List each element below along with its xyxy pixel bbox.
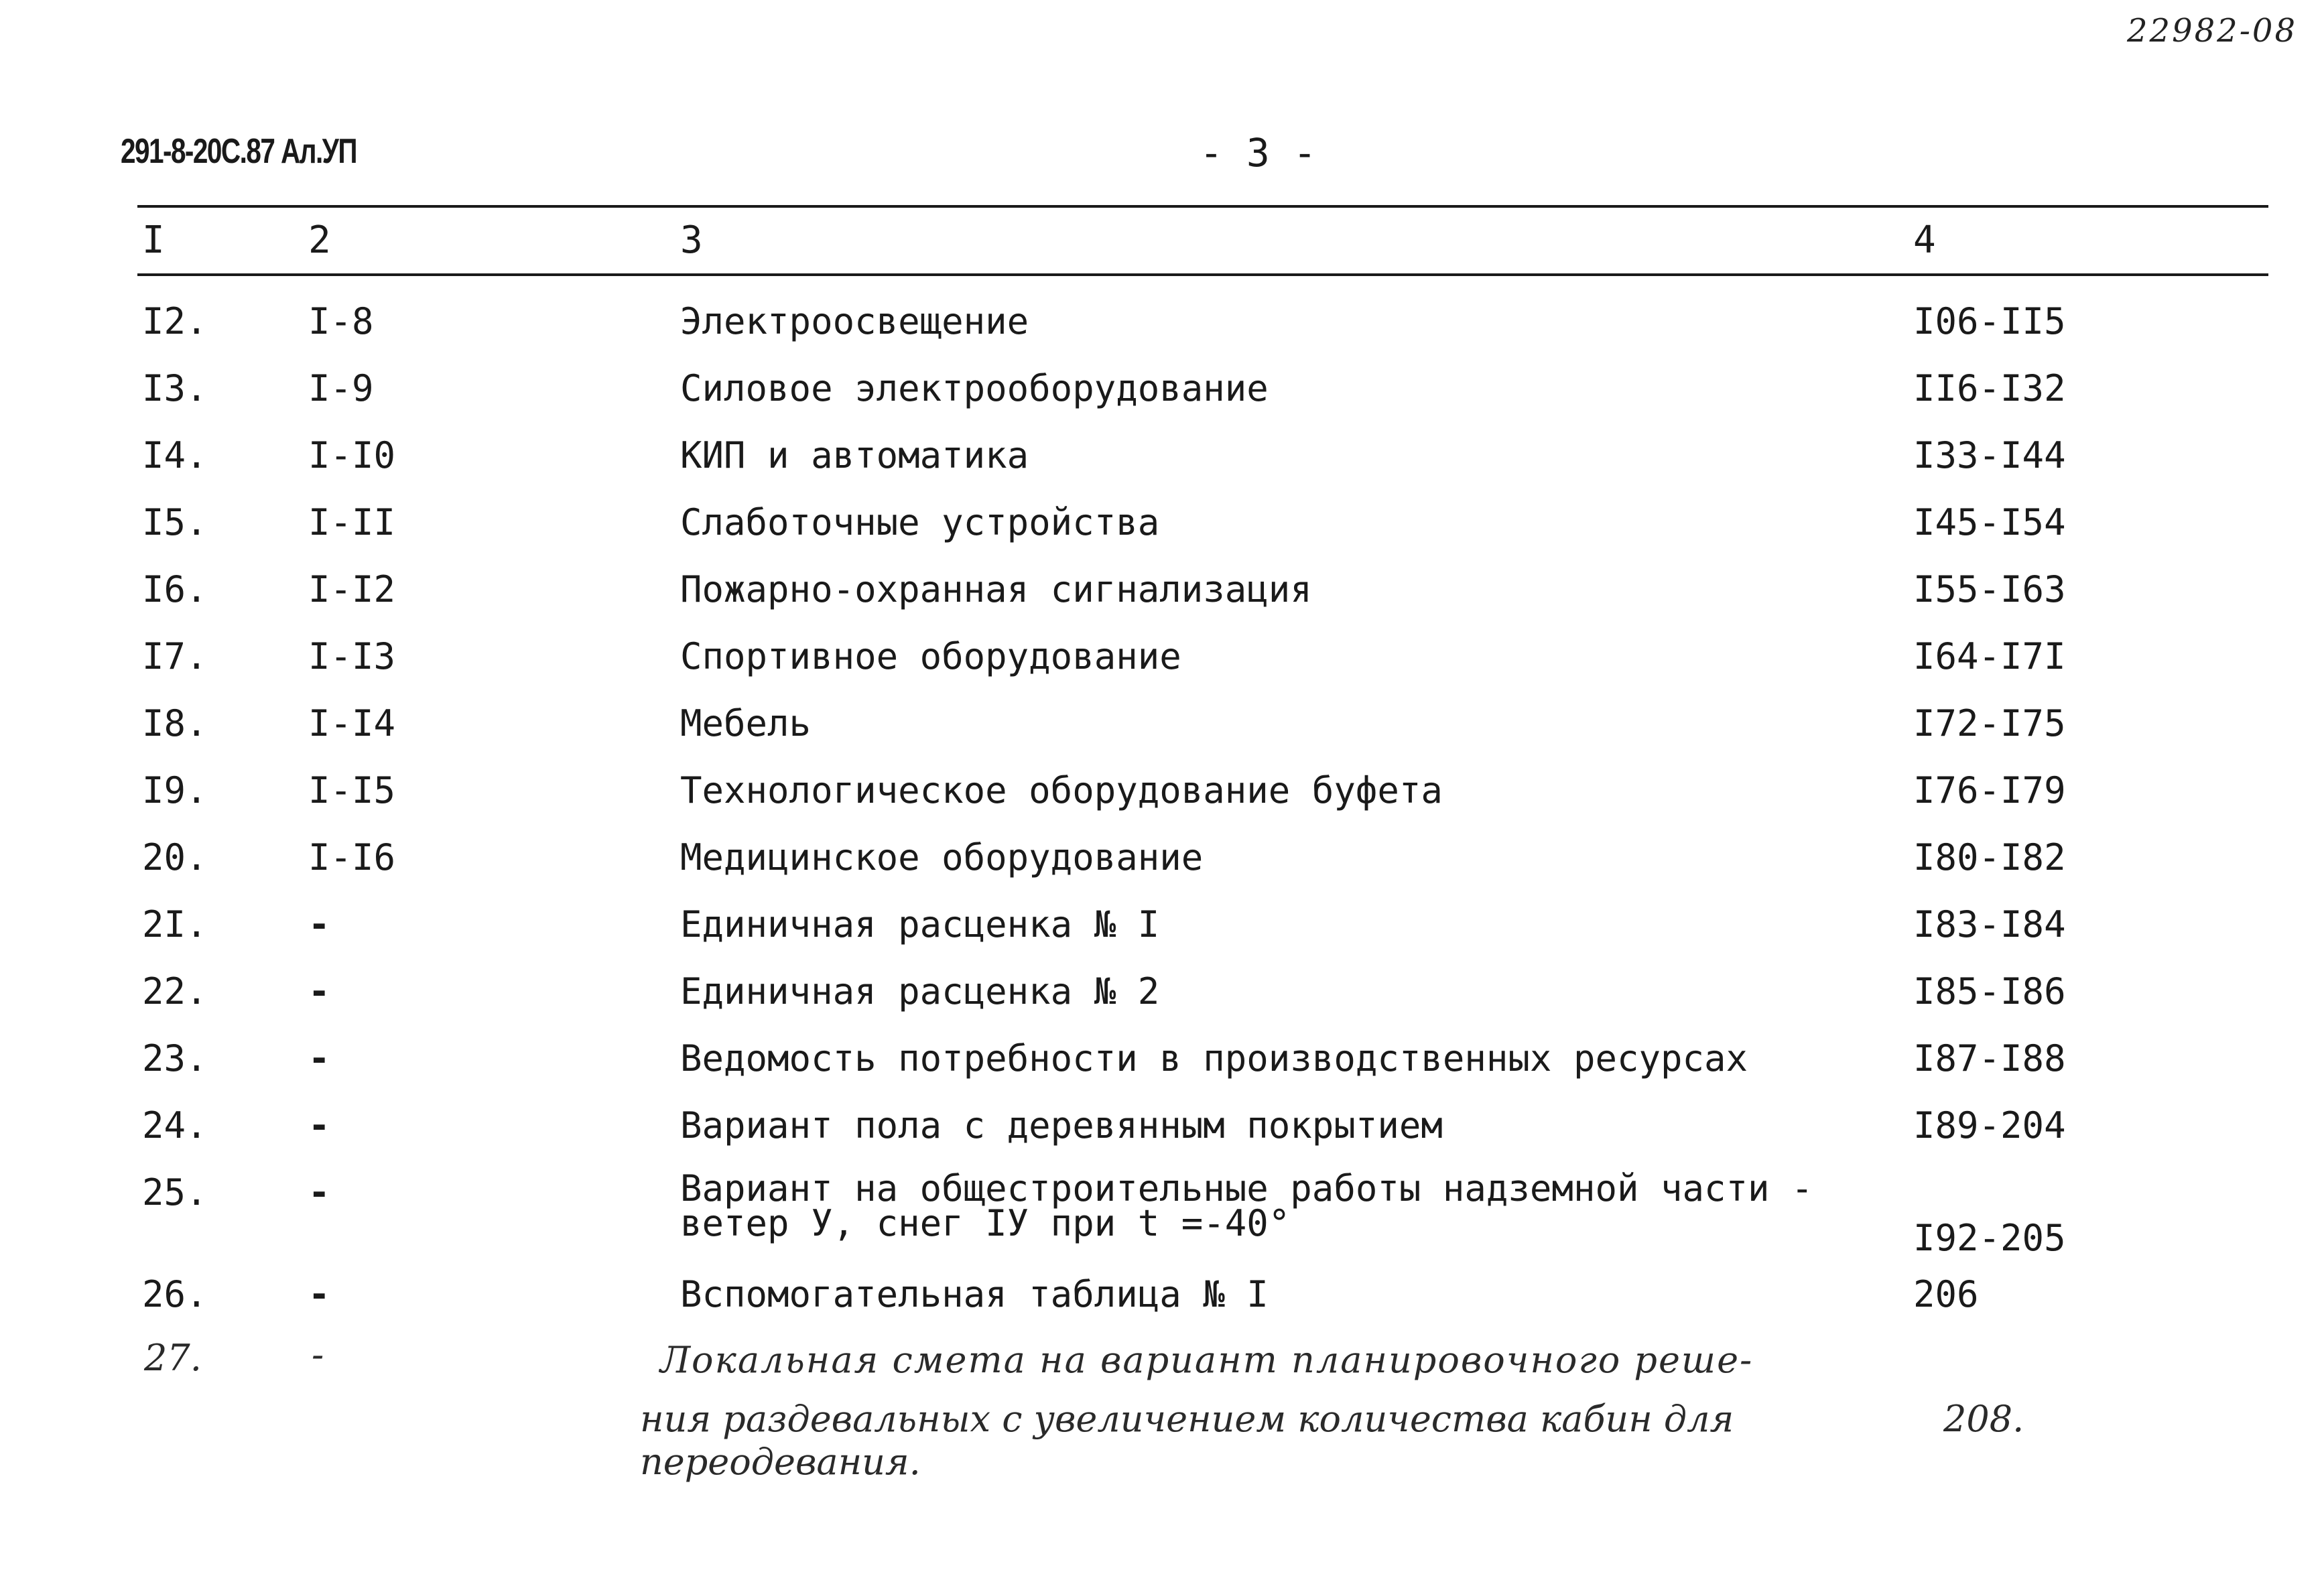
row-title: Ведомость потребности в производственных ресурсах xyxy=(680,1037,1748,1080)
table-row xyxy=(0,702,2324,763)
handwritten-code: - xyxy=(312,1333,324,1376)
table-row xyxy=(0,367,2324,428)
row-number: I5. xyxy=(142,501,208,543)
row-code: I-I6 xyxy=(308,836,396,878)
page-number: - 3 - xyxy=(1200,130,1317,176)
handwritten-line-1: Локальная смета на вариант планировочного реше- xyxy=(660,1339,1754,1381)
row-title: Вариант пола с деревянным покрытием xyxy=(680,1104,1443,1147)
table-row xyxy=(0,1273,2324,1333)
row-title: Спортивное оборудование xyxy=(680,635,1181,677)
row-title: КИП и автоматика xyxy=(680,434,1029,476)
table-row xyxy=(0,434,2324,495)
row-pages: I72-I75 xyxy=(1913,702,2066,744)
row-pages: I45-I54 xyxy=(1913,501,2066,543)
table-row xyxy=(0,769,2324,830)
row-pages: I85-I86 xyxy=(1913,970,2066,1012)
row-number: 20. xyxy=(142,836,208,878)
row-title: Слаботочные устройства xyxy=(680,501,1160,543)
row-pages: II6-I32 xyxy=(1913,367,2066,409)
row-pages: I92-205 xyxy=(1913,1217,2066,1259)
row-code: I-8 xyxy=(308,300,374,342)
row-number: 24. xyxy=(142,1104,208,1147)
row-title: Единичная расценка № I xyxy=(680,903,1160,945)
row-code: - xyxy=(308,970,330,1012)
row-pages: I83-I84 xyxy=(1913,903,2066,945)
row-pages: I06-II5 xyxy=(1913,300,2066,342)
table-row xyxy=(0,970,2324,1031)
row-number: 22. xyxy=(142,970,208,1012)
handwritten-pages: 208. xyxy=(1943,1398,2024,1440)
handwritten-number: 27. xyxy=(144,1337,202,1379)
row-number: 2I. xyxy=(142,903,208,945)
row-number: I8. xyxy=(142,702,208,744)
row-code: I-I3 xyxy=(308,635,396,677)
row-number: I9. xyxy=(142,769,208,811)
row-number: I4. xyxy=(142,434,208,476)
row-code: - xyxy=(308,903,330,945)
row-title: Единичная расценка № 2 xyxy=(680,970,1160,1012)
row-title: Медицинское оборудование xyxy=(680,836,1204,878)
row-number: 26. xyxy=(142,1273,208,1315)
row-code: - xyxy=(308,1037,330,1080)
table-row xyxy=(0,300,2324,361)
table-row xyxy=(0,903,2324,964)
archive-stamp: 22982-08 xyxy=(2127,12,2297,50)
column-header-3: 3 xyxy=(680,218,703,262)
column-header-1: I xyxy=(142,218,165,262)
row-title: Мебель xyxy=(680,702,812,744)
table-row xyxy=(0,568,2324,629)
row-code: I-I4 xyxy=(308,702,396,744)
row-code: I-9 xyxy=(308,367,374,409)
row-code: - xyxy=(308,1104,330,1147)
table-row xyxy=(0,1104,2324,1165)
table-row xyxy=(0,1037,2324,1098)
row-pages: I87-I88 xyxy=(1913,1037,2066,1080)
row-number: I6. xyxy=(142,568,208,610)
row-pages: I76-I79 xyxy=(1913,769,2066,811)
row-title: Технологическое оборудование буфета xyxy=(680,769,1443,811)
row-number: I2. xyxy=(142,300,208,342)
row-number: I7. xyxy=(142,635,208,677)
row-code: - xyxy=(308,1273,330,1315)
table-row xyxy=(0,836,2324,897)
row-pages: I55-I63 xyxy=(1913,568,2066,610)
table-row xyxy=(0,1167,2324,1272)
row-pages: 206 xyxy=(1913,1273,1979,1315)
row-pages: I89-204 xyxy=(1913,1104,2066,1147)
column-header-2: 2 xyxy=(308,218,331,262)
row-number: I3. xyxy=(142,367,208,409)
row-title: Вариант на общестроительные работы надземной части - ветер У, снег IУ при t =-40° xyxy=(680,1167,1813,1244)
table-top-rule xyxy=(137,205,2268,208)
row-code: I-I2 xyxy=(308,568,396,610)
row-title: Пожарно-охранная сигнализация xyxy=(680,568,1312,610)
column-header-4: 4 xyxy=(1913,218,1936,262)
handwritten-line-3: переодевания. xyxy=(640,1441,921,1483)
document-code: 291-8-20С.87 Ал.УП xyxy=(121,132,357,171)
handwritten-line-2: ния раздевальных с увеличением количества кабин для xyxy=(640,1398,1734,1440)
row-title: Электроосвещение xyxy=(680,300,1029,342)
row-pages: I64-I7I xyxy=(1913,635,2066,677)
row-pages: I80-I82 xyxy=(1913,836,2066,878)
row-code: I-I5 xyxy=(308,769,396,811)
row-number: 23. xyxy=(142,1037,208,1080)
table-row xyxy=(0,501,2324,562)
table-row xyxy=(0,635,2324,696)
row-title: Вспомогательная таблица № I xyxy=(680,1273,1269,1315)
row-code: I-II xyxy=(308,501,396,543)
table-header-rule xyxy=(137,273,2268,276)
row-pages: I33-I44 xyxy=(1913,434,2066,476)
row-title: Силовое электрооборудование xyxy=(680,367,1269,409)
row-code: I-I0 xyxy=(308,434,396,476)
row-code: - xyxy=(308,1171,330,1214)
row-number: 25. xyxy=(142,1171,208,1214)
